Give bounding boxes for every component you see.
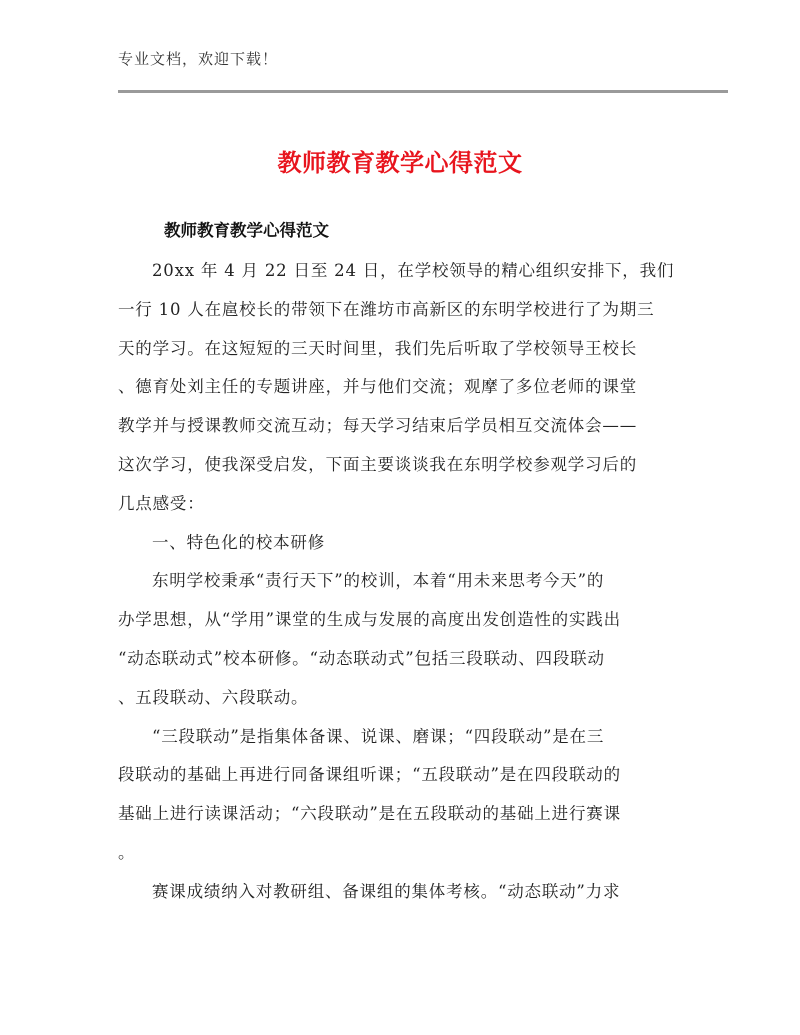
paragraph-line: “三段联动”是指集体备课、说课、磨课；“四段联动”是在三 [152,726,605,746]
paragraph-line: 、德育处刘主任的专题讲座，并与他们交流；观摩了多位老师的课堂 [118,377,637,397]
paragraph-line: 20xx 年 4 月 22 日至 24 日，在学校领导的精心组织安排下，我们 [152,261,675,280]
header-text: 专业文档，欢迎下载！ [118,50,279,68]
paragraph-line: 办学思想，从“学用”课堂的生成与发展的高度出发创造性的实践出 [118,610,621,630]
paragraph-line: 东明学校秉承“责行天下”的校训，本着“用未来思考今天”的 [152,571,605,591]
header-divider [118,90,728,93]
paragraph-line: 段联动的基础上再进行同备课组听课；“五段联动”是在四段联动的 [118,765,621,785]
paragraph-line: 。 [118,842,136,862]
paragraph-line: 几点感受： [118,493,205,513]
document-subtitle: 教师教育教学心得范文 [164,221,329,240]
paragraph-line: 教学并与授课教师交流互动；每天学习结束后学员相互交流体会—— [118,416,637,436]
paragraph-line: 天的学习。在这短短的三天时间里，我们先后听取了学校领导王校长 [118,338,637,358]
paragraph-line: 、五段联动、六段联动。 [118,687,309,707]
document-body [118,216,678,912]
paragraph-line: 赛课成绩纳入对教研组、备课组的集体考核。“动态联动”力求 [152,881,621,901]
paragraph-line: “动态联动式”校本研修。“动态联动式”包括三段联动、四段联动 [118,648,605,668]
section-heading: 一、特色化的校本研修 [152,532,325,552]
paragraph-line: 这次学习，使我深受启发，下面主要谈谈我在东明学校参观学习后的 [118,454,637,474]
paragraph-line: 一行 10 人在扈校长的带领下在潍坊市高新区的东明学校进行了为期三 [118,299,655,319]
paragraph-line: 基础上进行读课活动；“六段联动”是在五段联动的基础上进行赛课 [118,804,621,824]
document-title: 教师教育教学心得范文 [277,149,523,177]
